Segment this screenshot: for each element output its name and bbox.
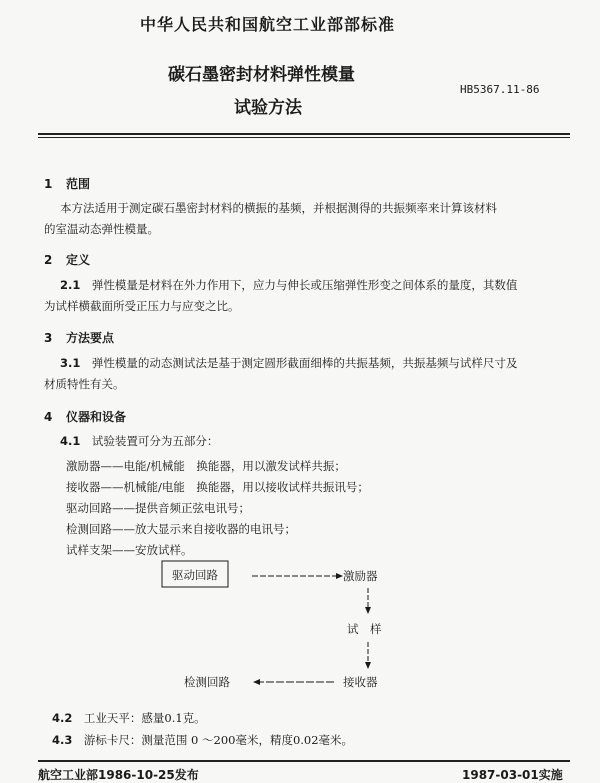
header-divider xyxy=(38,133,570,135)
section-3-heading xyxy=(44,329,114,346)
clause-text: 弹性模量是材料在外力作用下，应力与伸长或压缩弹性形变之间体系的量度，其数值 xyxy=(91,278,518,292)
equipment-item: 接收器——机械能/电能 换能器，用以接收试样共振讯号； xyxy=(66,480,369,494)
section-title: 定义 xyxy=(66,253,91,267)
clause-number: 3.1 xyxy=(60,356,81,370)
clause-4-3 xyxy=(52,730,353,751)
section-title: 仪器和设备 xyxy=(66,410,127,424)
section-2-text-line2: 为试样横截面所受正压力与应变之比。 xyxy=(44,299,240,313)
document-title-line2: 试验方法 xyxy=(234,98,302,118)
specimen-label: 试 样 xyxy=(347,622,382,636)
equipment-item: 激励器——电能/机械能 换能器，用以激发试样共振； xyxy=(66,459,346,473)
footer-divider xyxy=(38,760,570,762)
section-1-text-line2: 的室温动态弹性模量。 xyxy=(44,222,159,236)
section-4-heading xyxy=(44,408,126,425)
clause-number: 4.2 xyxy=(52,711,73,725)
clause-number: 4.3 xyxy=(52,733,73,747)
issue-date: 航空工业部1986-10-25发布 xyxy=(38,768,199,782)
standard-number: HB5367.11-86 xyxy=(460,83,540,96)
clause-4-2 xyxy=(52,708,206,729)
header-divider-thin xyxy=(38,137,570,138)
section-number: 1 xyxy=(44,177,53,191)
standard-org-heading: 中华人民共和国航空工业部部标准 xyxy=(140,15,396,34)
section-title: 方法要点 xyxy=(66,331,115,345)
clause-number: 4.1 xyxy=(60,434,81,448)
section-2-text-line1 xyxy=(60,275,517,296)
drive-circuit-label: 驱动回路 xyxy=(172,568,218,582)
clause-4-1 xyxy=(60,431,218,452)
clause-text: 弹性模量的动态测试法是基于测定圆形截面细棒的共振基频，共振基频与试样尺寸及 xyxy=(91,356,518,370)
effective-date: 1987-03-01实施 xyxy=(462,768,563,782)
exciter-label: 激励器 xyxy=(343,569,378,583)
document-title-line1: 碳石墨密封材料弹性模量 xyxy=(168,65,355,85)
clause-text: 试验装置可分为五部分： xyxy=(91,434,219,448)
section-title: 范围 xyxy=(66,177,91,191)
equipment-item: 驱动回路——提供音频正弦电讯号； xyxy=(66,501,250,515)
section-1-heading xyxy=(44,175,90,192)
section-3-text-line1 xyxy=(60,353,517,374)
clause-text: 工业天平：感量0.1克。 xyxy=(83,711,206,725)
equipment-item: 检测回路——放大显示来自接收器的电讯号； xyxy=(66,522,296,536)
apparatus-block-diagram xyxy=(160,558,410,698)
section-1-text-line1: 本方法适用于测定碳石墨密封材料的横振的基频，并根据测得的共振频率来计算该材料 xyxy=(60,201,497,215)
section-number: 4 xyxy=(44,410,53,424)
section-2-heading xyxy=(44,251,90,268)
section-number: 2 xyxy=(44,253,53,267)
section-number: 3 xyxy=(44,331,53,345)
receiver-label: 接收器 xyxy=(343,675,378,689)
clause-number: 2.1 xyxy=(60,278,81,292)
section-3-text-line2: 材质特性有关。 xyxy=(44,377,125,391)
equipment-item: 试样支架——安放试样。 xyxy=(66,543,193,557)
detect-circuit-label: 检测回路 xyxy=(184,675,230,689)
clause-text: 游标卡尺：测量范围 0 ～200毫米，精度0.02毫米。 xyxy=(83,733,354,747)
